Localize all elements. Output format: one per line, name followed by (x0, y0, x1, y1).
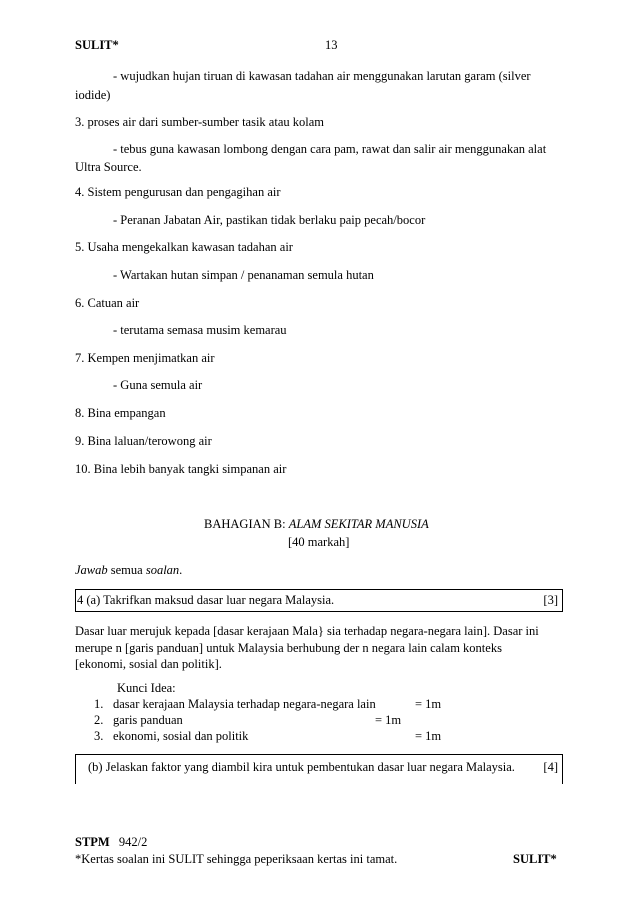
answer-line: Dasar luar merujuk kepada [dasar kerajaan Mala} sia terhadap negara-negara lain]. Dasar ini (75, 624, 539, 638)
point-heading: 3. proses air dari sumber-sumber tasik atau kolam (75, 115, 324, 129)
question-4a-text: 4 (a) Takrifkan maksud dasar luar negara Malaysia. (77, 593, 335, 607)
footer-code (75, 835, 147, 850)
footer-paper-code: 942/2 (118, 835, 148, 849)
key-idea-number: 1. (94, 697, 104, 711)
point-line: - Peranan Jabatan Air, pastikan tidak berlaku paip pecah/bocor (113, 213, 426, 227)
point-line: iodide) (75, 88, 111, 102)
answer-line: merupe n [garis panduan] untuk Malaysia berhubung der n negara lain calam konteks (75, 641, 502, 655)
footer-sulit-right: SULIT* (513, 852, 557, 866)
key-idea-number: 2. (94, 713, 104, 727)
key-idea-text: ekonomi, sosial dan politik (113, 729, 249, 743)
footer-note: *Kertas soalan ini SULIT sehingga peperiksaan kertas ini tamat. (75, 852, 398, 866)
point-line: - Wartakan hutan simpan / penanaman semula hutan (113, 268, 374, 282)
header-sulit-left: SULIT* (75, 38, 119, 52)
key-idea-text: dasar kerajaan Malaysia terhadap negara-negara lain (113, 697, 376, 711)
instruction-jawab: Jawab (75, 563, 108, 577)
question-4b-text: (b) Jelaskan faktor yang diambil kira untuk pembentukan dasar luar negara Malaysia. (88, 760, 515, 774)
question-4b-marks: [4] (543, 760, 558, 774)
point-heading: 4. Sistem pengurusan dan pengagihan air (75, 185, 281, 199)
instruction (75, 563, 182, 578)
point-heading: 8. Bina empangan (75, 406, 166, 420)
answer-line: [ekonomi, sosial dan politik]. (75, 657, 222, 671)
point-line: Ultra Source. (75, 160, 142, 174)
point-line: - tebus guna kawasan lombong dengan cara pam, rawat dan salir air menggunakan alat (113, 142, 547, 156)
instruction-soalan: soalan (145, 563, 180, 577)
instruction-end: . (179, 563, 183, 577)
question-4a-box (75, 589, 563, 612)
point-heading: 7. Kempen menjimatkan air (75, 351, 215, 365)
instruction-semua: semua (107, 563, 146, 577)
point-line: - wujudkan hujan tiruan di kawasan tadahan air menggunakan larutan garam (silver (113, 69, 531, 83)
point-line: - terutama semasa musim kemarau (113, 323, 287, 337)
question-4b-box (75, 754, 563, 784)
key-idea-mark: = 1m (415, 697, 442, 711)
section-title: ALAM SEKITAR MANUSIA (288, 517, 429, 531)
key-ideas-title: Kunci Idea: (117, 681, 176, 695)
point-heading: 10. Bina lebih banyak tangki simpanan air (75, 462, 287, 476)
question-4a-marks: [3] (543, 593, 558, 607)
section-prefix: BAHAGIAN B: (204, 517, 289, 531)
key-idea-mark: = 1m (375, 713, 402, 727)
key-idea-mark: = 1m (415, 729, 442, 743)
page-number: 13 (325, 38, 338, 52)
footer-stpm: STPM (75, 835, 110, 849)
point-heading: 9. Bina laluan/terowong air (75, 434, 212, 448)
section-heading (204, 517, 429, 532)
point-heading: 6. Catuan air (75, 296, 140, 310)
point-heading: 5. Usaha mengekalkan kawasan tadahan air (75, 240, 293, 254)
key-idea-number: 3. (94, 729, 104, 743)
key-idea-text: garis panduan (113, 713, 183, 727)
section-marks: [40 markah] (288, 535, 350, 549)
point-line: - Guna semula air (113, 378, 203, 392)
